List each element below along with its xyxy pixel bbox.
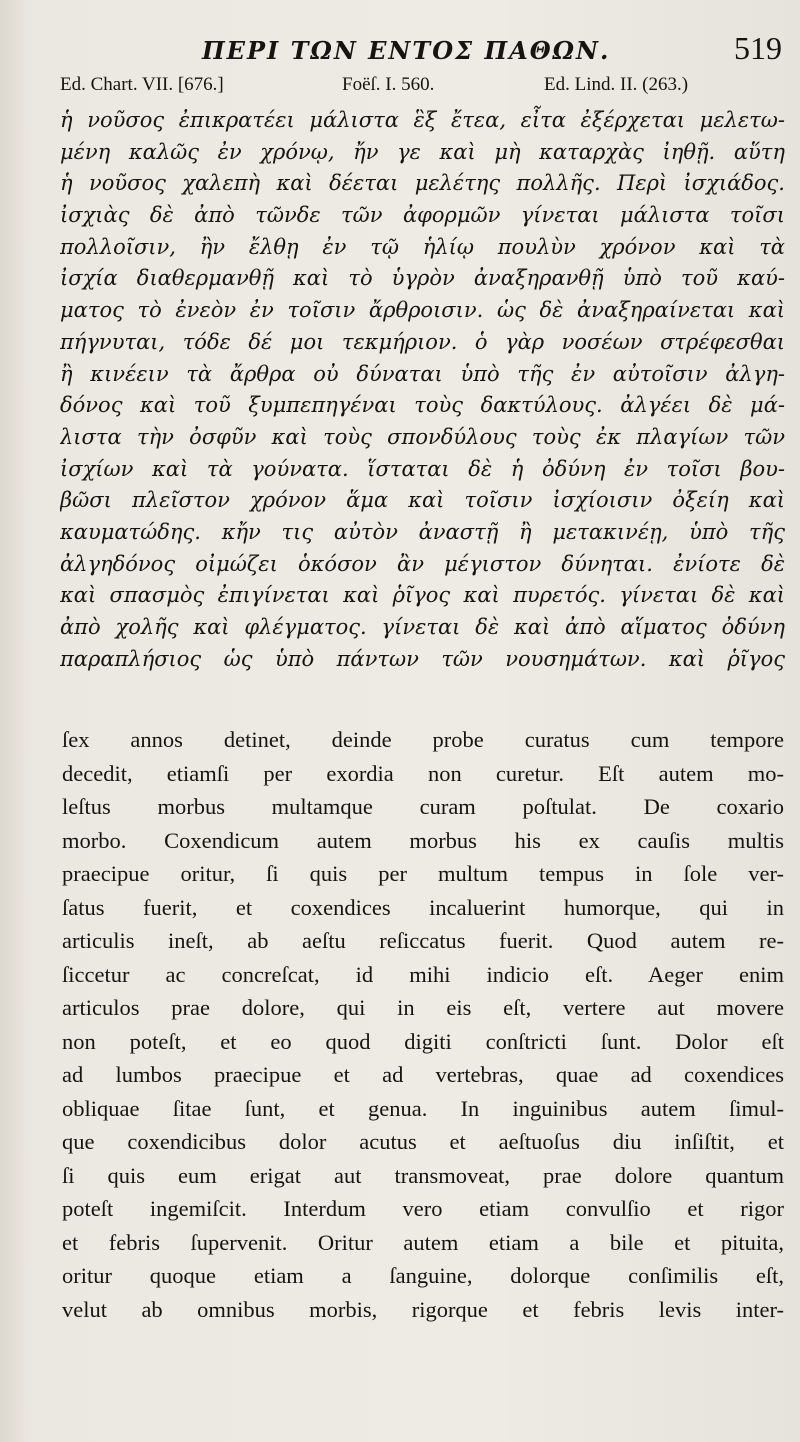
- greek-text-line: πήγνυται, τόδε δέ μοι τεκμήριον. ὁ γὰρ νοσέων στρέφεσθαι: [60, 329, 785, 354]
- greek-text-line: ἰσχία διαθερμανθῇ καὶ τὸ ὑγρὸν ἀναξηρανθῇ ὑπὸ τοῦ καύ-: [60, 266, 785, 291]
- latin-text-line: articulis ineſt, ab aeſtu reſiccatus fuerit. Quod autem re-: [62, 928, 784, 953]
- latin-text-line: ſiccetur ac concreſcat, id mihi indicio eſt. Aeger enim: [62, 961, 784, 987]
- latin-text-line: ſi quis eum erigat aut transmoveat, prae dolore quantum: [62, 1162, 784, 1188]
- greek-text-line: καυματώδης. κἤν τις αὐτὸν ἀναστῇ ἢ μετακινέῃ, ὑπὸ τῆς: [60, 519, 785, 544]
- greek-text-line: παραπλήσιος ὡς ὑπὸ πάντων τῶν νουσημάτων. καὶ ῥῖγος: [60, 646, 785, 671]
- greek-text-line: μένη καλῶς ἐν χρόνῳ, ἤν γε καὶ μὴ καταρχὰς ἰηθῇ. αὕτη: [60, 139, 785, 164]
- greek-text-line: ἀπὸ χολῆς καὶ φλέγματος. γίνεται δὲ καὶ ἀπὸ αἵματος ὀδύνη: [60, 615, 785, 639]
- greek-text-line: ἡ νοῦσος ἐπικρατέει μάλιστα ἓξ ἔτεα, εἶτα ἐξέρχεται μελετω-: [60, 108, 785, 132]
- latin-text-line: ſatus fuerit, et coxendices incaluerint humorque, qui in: [62, 894, 784, 920]
- latin-text-line: praecipue oritur, ſi quis per multum tempus in ſole ver-: [62, 861, 784, 886]
- greek-text-line: δόνος καὶ τοῦ ξυμπεπηγέναι τοὺς δακτύλους. ἀλγέει δὲ μά-: [60, 393, 785, 418]
- greek-text-line: πολλοῖσιν, ἢν ἔλθῃ ἐν τῷ ἡλίῳ πουλὺν χρόνον καὶ τὰ: [60, 234, 785, 259]
- greek-text-line: λιστα τὴν ὀσφῦν καὶ τοὺς σπονδύλους τοὺς ἐκ πλαγίων τῶν: [60, 424, 785, 449]
- greek-text-line: βῶσι πλεῖστον χρόνον ἅμα καὶ τοῖσιν ἰσχίοισιν ὀξείη καὶ: [60, 488, 785, 513]
- latin-text-line: que coxendicibus dolor acutus et aeſtuoſus diu inſiſtit, et: [62, 1129, 784, 1154]
- latin-text-line: articulos prae dolore, qui in eis eſt, vertere aut movere: [62, 995, 784, 1020]
- page-number: 519: [734, 30, 782, 66]
- greek-text-line: ἡ νοῦσος χαλεπὴ καὶ δέεται μελέτης πολλῆς. Περὶ ἰσχιάδος.: [60, 171, 785, 196]
- latin-text-line: velut ab omnibus morbis, rigorque et febris levis inter-: [62, 1296, 784, 1322]
- edition-foes-reference: Foëſ. I. 560.: [342, 74, 435, 95]
- edition-references: [60, 74, 780, 104]
- greek-text-block: [60, 105, 785, 675]
- greek-text-line: ματος τὸ ἐνεὸν ἐν τοῖσιν ἄρθροισιν. ὡς δὲ ἀναξηραίνεται καὶ: [60, 298, 785, 323]
- latin-text-line: ſex annos detinet, deinde probe curatus cum tempore: [62, 727, 784, 752]
- greek-text-line: ἀλγηδόνος οἰμώζει ὁκόσον ἂν μέγιστον δύνηται. ἐνίοτε δὲ: [60, 551, 785, 576]
- latin-text-line: morbo. Coxendicum autem morbus his ex cauſis multis: [62, 827, 784, 853]
- edition-lind-reference: Ed. Lind. II. (263.): [544, 74, 689, 95]
- latin-text-line: ad lumbos praecipue et ad vertebras, quae ad coxendices: [62, 1062, 784, 1087]
- edition-chart-reference: Ed. Chart. VII. [676.]: [60, 74, 224, 95]
- page-header: [62, 30, 782, 80]
- latin-text-line: et febris ſupervenit. Oritur autem etiam a bile et pituita,: [62, 1229, 784, 1255]
- latin-text-line: non poteſt, et eo quod digiti conſtricti ſunt. Dolor eſt: [62, 1028, 784, 1054]
- latin-text-line: poteſt ingemiſcit. Interdum vero etiam convulſio et rigor: [62, 1196, 784, 1221]
- running-title: ΠΕΡΙ ΤΩΝ ΕΝΤΟΣ ΠΑΘΩΝ.: [202, 36, 611, 65]
- latin-text-line: obliquae ſitae ſunt, et genua. In inguinibus autem ſimul-: [62, 1095, 784, 1121]
- greek-text-line: καὶ σπασμὸς ἐπιγίνεται καὶ ῥῖγος καὶ πυρετός. γίνεται δὲ καὶ: [60, 583, 785, 608]
- latin-text-block: [62, 723, 784, 1326]
- latin-text-line: decedit, etiamſi per exordia non curetur. Eſt autem mo-: [62, 760, 784, 786]
- latin-text-line: oritur quoque etiam a ſanguine, dolorque conſimilis eſt,: [62, 1263, 784, 1288]
- greek-text-line: ἢ κινέειν τὰ ἄρθρα οὐ δύναται ὑπὸ τῆς ἐν αὐτοῖσιν ἀλγη-: [60, 361, 785, 386]
- greek-text-line: ἰσχίων καὶ τὰ γούνατα. ἵσταται δὲ ἡ ὀδύνη ἐν τοῖσι βου-: [60, 456, 785, 481]
- greek-text-line: ἰσχιὰς δὲ ἀπὸ τῶνδε τῶν ἀφορμῶν γίνεται μάλιστα τοῖσι: [60, 203, 785, 228]
- latin-text-line: leſtus morbus multamque curam poſtulat. De coxario: [62, 794, 784, 819]
